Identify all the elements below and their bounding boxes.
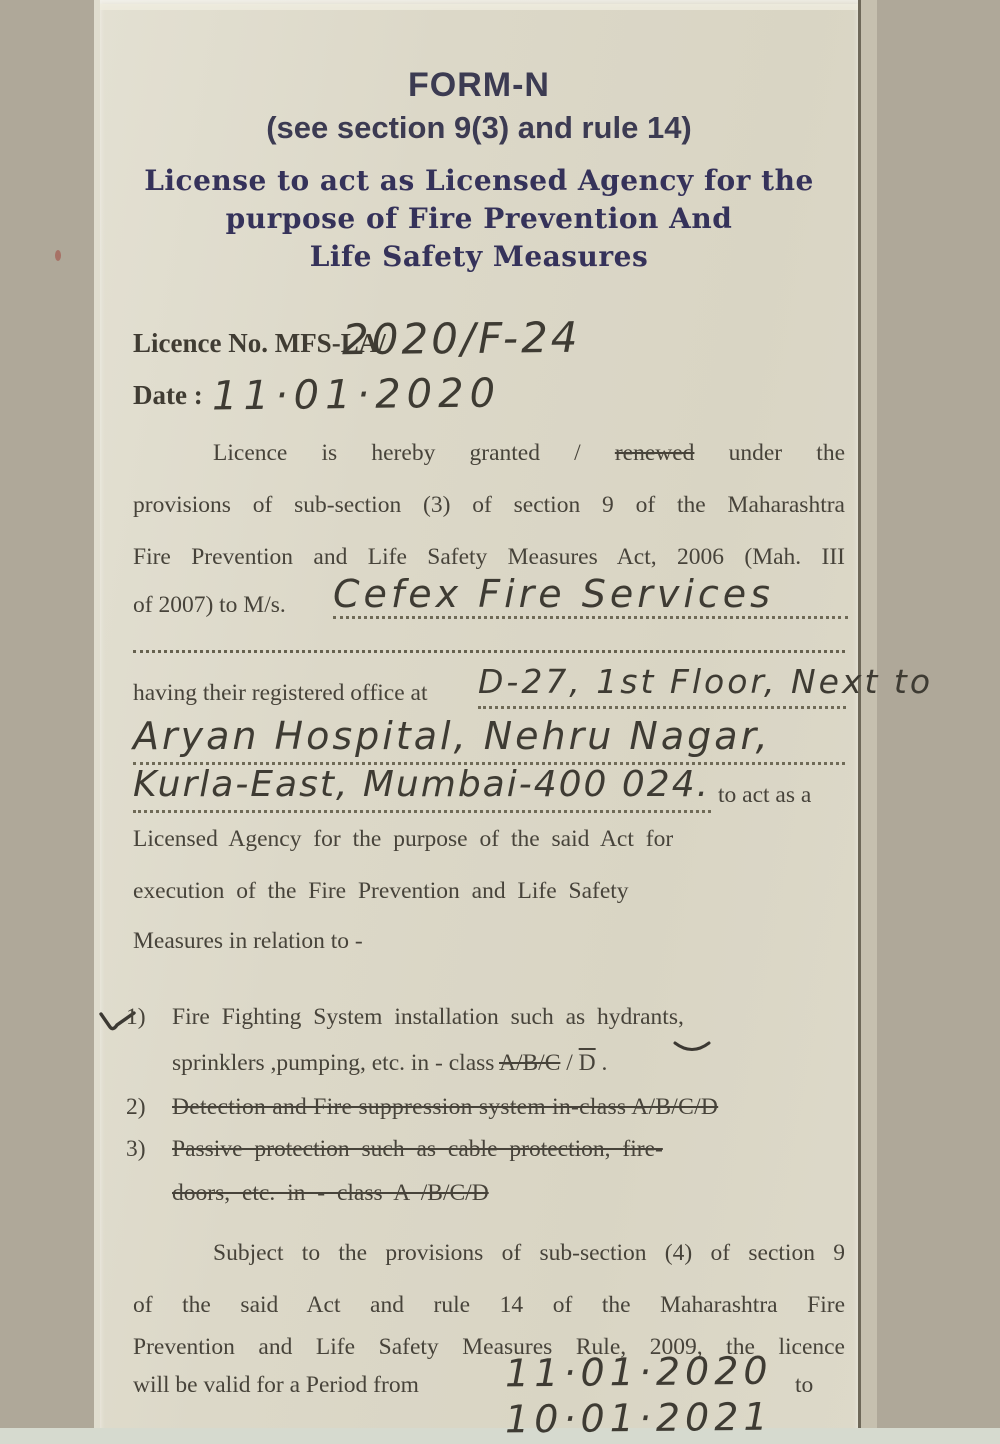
item3-number: 3) bbox=[126, 1136, 146, 1162]
validity-line2: of the said Act and rule 14 of the Maharashtra Fire bbox=[133, 1292, 845, 1318]
purpose-line1: Licensed Agency for the purpose of the said Act for bbox=[133, 826, 674, 852]
grant-line2: provisions of sub-section (3) of section 9 of the Maharashtra bbox=[133, 492, 845, 518]
form-title: FORM-N bbox=[408, 66, 550, 104]
license-heading-line2: purpose of Fire Prevention And bbox=[225, 202, 733, 235]
grant-line1 bbox=[133, 440, 845, 467]
grant-line3: Fire Prevention and Life Safety Measures Act, 2006 (Mah. III bbox=[133, 544, 845, 570]
firm-name-field bbox=[333, 572, 848, 619]
office-post-label: to act as a bbox=[718, 782, 812, 808]
paper-top-edge bbox=[100, 4, 858, 10]
validity-to-label: to bbox=[795, 1372, 814, 1398]
grant-line1-pre: Licence is hereby granted / bbox=[213, 440, 615, 466]
page-right-sliver bbox=[861, 0, 877, 1432]
address-field-1 bbox=[478, 662, 934, 709]
item1-line2-pre: sprinklers ,pumping, etc. in - class bbox=[172, 1050, 499, 1076]
grant-line1-post: under the bbox=[694, 440, 846, 466]
license-heading-line3: Life Safety Measures bbox=[309, 240, 649, 273]
item2-number: 2) bbox=[126, 1094, 146, 1120]
purpose-line2: execution of the Fire Prevention and Life Safety bbox=[133, 878, 629, 904]
dotted-separator-line bbox=[133, 650, 845, 653]
licence-no-value: 2020/F-24 bbox=[341, 312, 581, 365]
item1-class-kept: $\overline{D}$ bbox=[578, 1050, 596, 1076]
valid-from-value: 11·01·2020 bbox=[504, 1348, 773, 1396]
item3-struck-line1: Passive protection such as cable protection, fire- bbox=[172, 1136, 663, 1162]
item1-class-struck: A/B/C bbox=[499, 1050, 561, 1076]
address-line2-value: Aryan Hospital, Nehru Nagar, bbox=[133, 714, 771, 758]
date-label: Date : bbox=[133, 380, 203, 410]
validity-line1: Subject to the provisions of sub-section (4) of section 9 bbox=[213, 1240, 845, 1266]
office-label: having their registered office at bbox=[133, 680, 428, 706]
item1-line2 bbox=[172, 1050, 832, 1077]
item1-line1: Fire Fighting System installation such as hydrants, bbox=[172, 1004, 684, 1030]
scan-bottom-strip bbox=[0, 1428, 1000, 1444]
address-field-3 bbox=[133, 764, 711, 813]
item3-struck-line2: doors, etc. in - class A /B/C/D bbox=[172, 1180, 489, 1206]
section-reference: (see section 9(3) and rule 14) bbox=[266, 110, 692, 145]
item2-struck-text: Detection and Fire suppression system in-class A/B/C/D bbox=[172, 1094, 719, 1120]
validity-line3: Prevention and Life Safety Measures Rule, 2009, the licence bbox=[133, 1334, 845, 1360]
address-line1-value: D-27, 1st Floor, Next to bbox=[478, 662, 934, 701]
grant-line4-label: of 2007) to M/s. bbox=[133, 592, 286, 618]
tick-underline-icon bbox=[672, 1040, 712, 1054]
ink-speck bbox=[55, 250, 61, 261]
licence-no-label: Licence No. MFS-LA/ bbox=[133, 328, 386, 358]
date-value: 11·01·2020 bbox=[211, 370, 502, 420]
renewed-struck-word: renewed bbox=[614, 440, 695, 466]
item1-class-sep: / bbox=[560, 1050, 579, 1076]
purpose-line3: Measures in relation to - bbox=[133, 928, 363, 954]
validity-line4-label: will be valid for a Period from bbox=[133, 1372, 419, 1398]
license-heading-line1: License to act as Licensed Agency for the bbox=[144, 164, 814, 197]
address-field-2 bbox=[133, 714, 845, 765]
valid-to-value: 10·01·2021 bbox=[504, 1394, 773, 1442]
item1-number: 1) bbox=[126, 1004, 146, 1030]
item1-line2-end: . bbox=[595, 1050, 608, 1076]
firm-name-value: Cefex Fire Services bbox=[333, 572, 774, 616]
address-line3-value: Kurla-East, Mumbai-400 024. bbox=[133, 764, 711, 805]
